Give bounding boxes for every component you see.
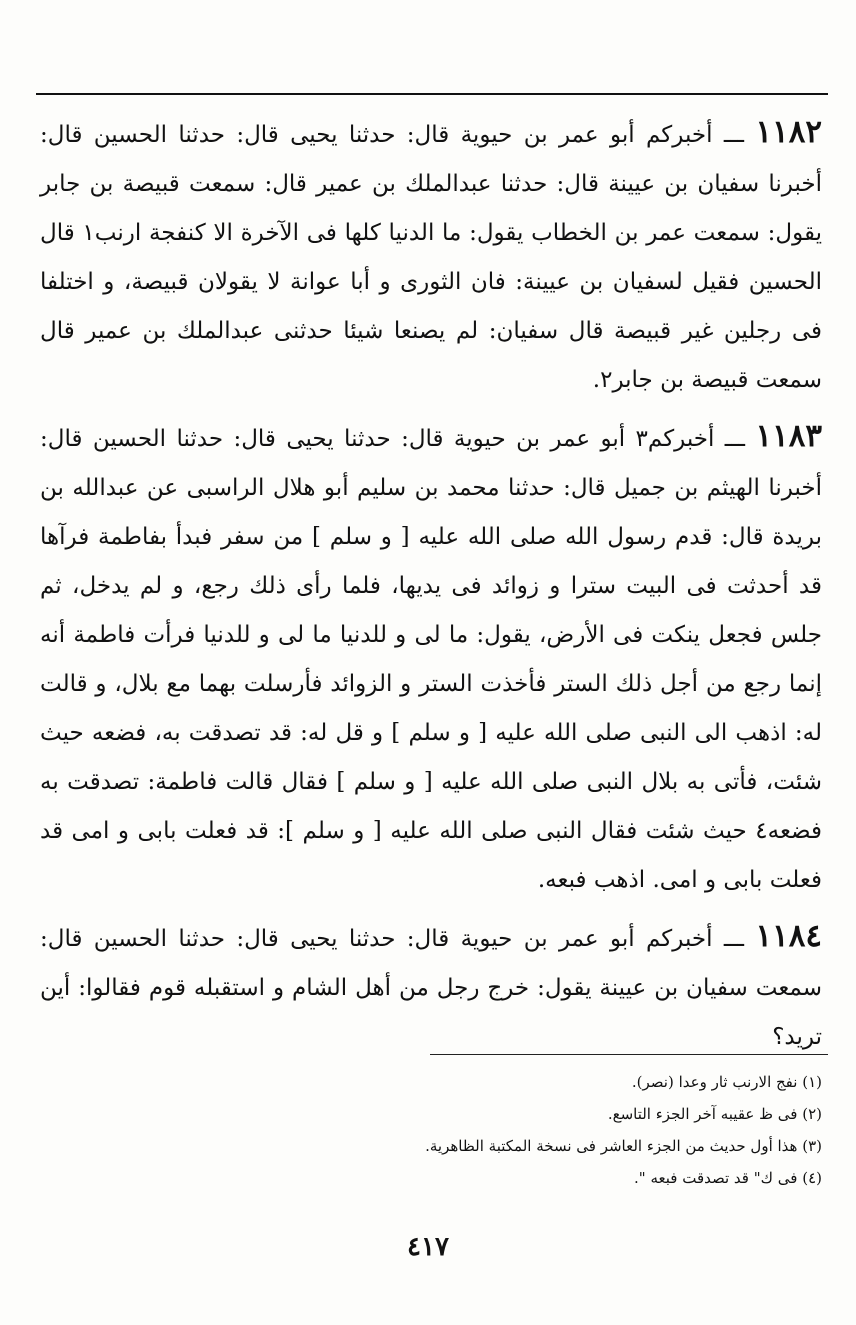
footnotes xyxy=(40,1066,822,1194)
hadith-paragraph xyxy=(40,108,822,405)
hadith-number: ١١٨٤ xyxy=(755,918,822,954)
footnote-rule xyxy=(430,1054,828,1055)
header-rule xyxy=(36,93,828,95)
hadith-number: ١١٨٣ xyxy=(755,418,822,454)
hadith-text: ـــ أخبركم٣ أبو عمر بن حيوية قال: حدثنا يحيى قال: حدثنا الحسين قال: أخبرنا الهيثم بن جميل قال: حدثنا محمد بن سليم أبو هلال الراسبى عن عبدالله بن بريدة قال: قدم رسول الله صلى الله عليه [ و سلم ] من سفر فبدأ بفاطمة فرآها قد أحدثت فى البيت سترا و زوائد فى يديها، فلما رأى ذلك رجع، و لم يدخل، ثم جلس فجعل ينكت فى الأرض، يقول: ما لى و للدنيا ما لى و للدنيا فرأت فاطمة أنه إنما رجع من أجل ذلك الستر فأخذت الستر و الزوائد فأرسلت بهما مع بلال، و قالت له: اذهب الى النبى صلى الله عليه [ و سلم ] و قل له: قد تصدقت به، فضعه حيث شئت، فأتى به بلال النبى صلى الله عليه [ و سلم ] فقال قالت فاطمة: تصدقت به فضعه٤ حيث شئت فقال النبى صلى الله عليه [ و سلم ]: قد فعلت بابى و امى قد فعلت بابى و امى. اذهب فبعه. xyxy=(40,426,822,893)
hadith-paragraph xyxy=(40,912,822,1062)
footnote: (٣) هذا أول حديث من الجزء العاشر فى نسخة المكتبة الظاهرية. xyxy=(425,1137,822,1155)
hadith-paragraph xyxy=(40,412,822,905)
hadith-text: ـــ أخبركم أبو عمر بن حيوية قال: حدثنا يحيى قال: حدثنا الحسين قال: سمعت سفيان بن عيينة يقول: خرج رجل من أهل الشام و استقبله قوم فقالوا: أين تريد؟ xyxy=(40,926,822,1050)
hadith-text: ـــ أخبركم أبو عمر بن حيوية قال: حدثنا يحيى قال: حدثنا الحسين قال: أخبرنا سفيان بن عيينة قال: حدثنا عبدالملك بن عمير قال: سمعت قبيصة بن جابر يقول: سمعت عمر بن الخطاب يقول: ما الدنيا كلها فى الآخرة الا كنفجة ارنب١ قال الحسين فقيل لسفيان بن عيينة: فان الثورى و أبا عوانة لا يقولان قبيصة، و اختلفا فى رجلين غير قبيصة قال سفيان: لم يصنعا شيئا حدثنى عبدالملك بن عمير قال سمعت قبيصة بن جابر٢. xyxy=(40,122,822,393)
main-text xyxy=(40,108,822,1069)
page-number: ٤١٧ xyxy=(407,1232,449,1262)
footnote: (٢) فى ظ عقيبه آخر الجزء التاسع. xyxy=(607,1105,822,1123)
footnote: (١) نفج الارنب ثار وعدا (نصر). xyxy=(631,1073,822,1091)
hadith-number: ١١٨٢ xyxy=(755,114,822,150)
footnote: (٤) فى ك" قد تصدقت فبعه ". xyxy=(634,1169,822,1187)
